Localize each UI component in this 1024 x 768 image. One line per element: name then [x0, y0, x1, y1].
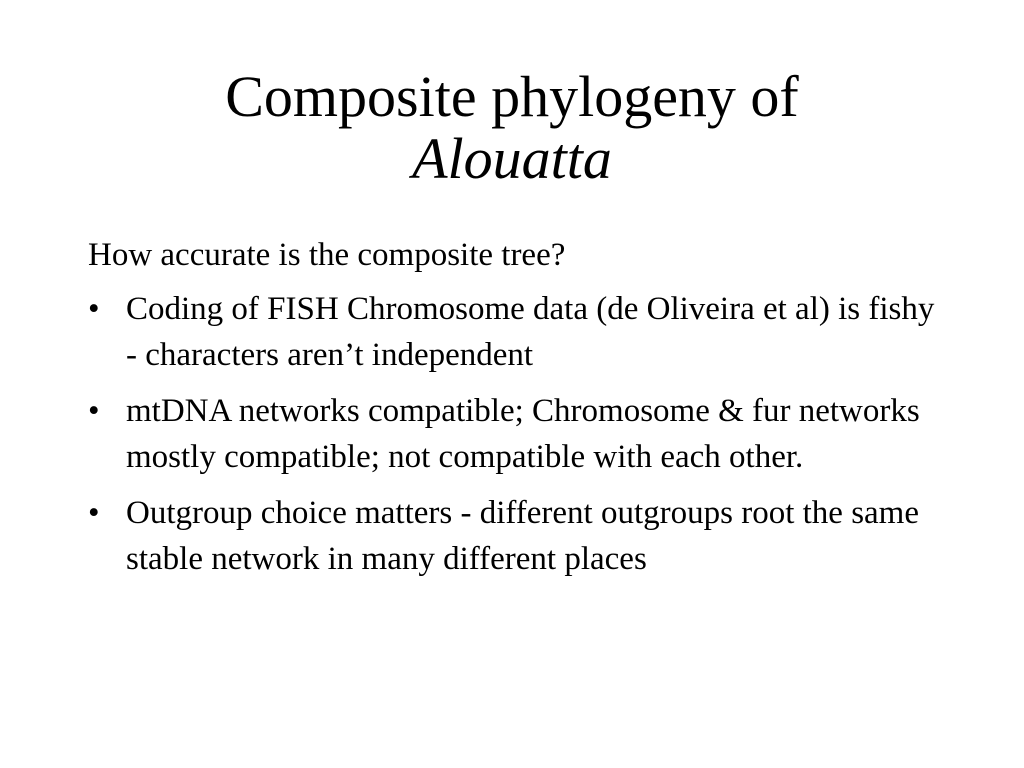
bullet-item — [88, 490, 948, 582]
bullet-icon: • — [88, 393, 100, 429]
slide-title — [0, 66, 1024, 190]
bullet-icon: • — [88, 495, 100, 531]
bullet-item — [88, 388, 948, 480]
intro-text: How accurate is the composite tree? — [88, 237, 566, 273]
bullet-text: Outgroup choice matters - different outgroups root the same stable network in many different places — [126, 495, 919, 577]
slide-body — [88, 232, 948, 592]
title-line-2-genus: Alouatta — [412, 126, 612, 191]
bullet-icon: • — [88, 291, 100, 327]
title-line-1: Composite phylogeny of — [225, 64, 799, 129]
bullet-list — [88, 286, 948, 582]
bullet-text: Coding of FISH Chromosome data (de Oliveira et al) is fishy - characters aren’t independent — [126, 291, 935, 373]
bullet-text: mtDNA networks compatible; Chromosome & fur networks mostly compatible; not compatible with each other. — [126, 393, 920, 475]
bullet-item — [88, 286, 948, 378]
